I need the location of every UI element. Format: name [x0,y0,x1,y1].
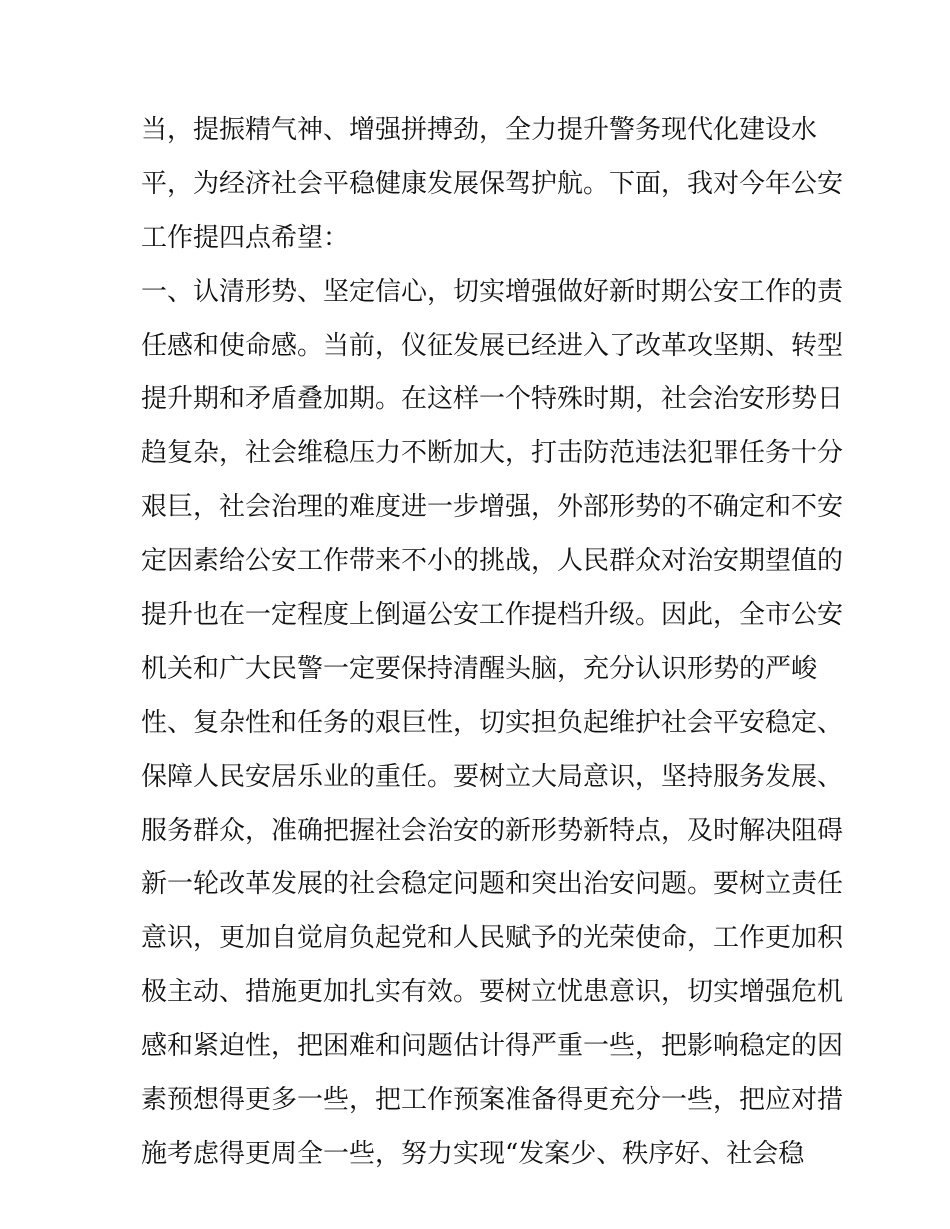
text-line: 性、复杂性和任务的艰巨性，切实担负起维护社会平安稳定、 [141,707,844,738]
text-line: 工作提四点希望： [141,222,350,253]
text-line: 当，提振精气神、增强拼搏劲，全力提升警务现代化建设水 [141,115,818,145]
text-line: 保障人民安居乐业的重任。要树立大局意识，坚持服务发展、 [141,761,844,792]
text-line: 提升也在一定程度上倒逼公安工作提档升级。因此，全市公安 [141,600,844,631]
text-line: 提升期和矛盾叠加期。在这样一个特殊时期，社会治安形势日 [141,384,844,415]
text-line: 平，为经济社会平稳健康发展保驾护航。下面，我对今年公安 [141,168,844,199]
text-line: 施考虑得更周全一些，努力实现“发案少、秩序好、社会稳 [141,1138,805,1169]
text-line: 感和紧迫性，把困难和问题估计得严重一些，把影响稳定的因 [141,1031,844,1062]
text-line: 素预想得更多一些，把工作预案准备得更充分一些，把应对措 [141,1085,844,1116]
section-heading-line: 一、认清形势、坚定信心，切实增强做好新时期公安工作的责 [141,276,844,307]
text-line: 新一轮改革发展的社会稳定问题和突出治安问题。要树立责任 [141,869,844,900]
text-line: 任感和使命感。当前，仪征发展已经进入了改革攻坚期、转型 [141,330,844,361]
body-text [141,108,844,1186]
text-line: 机关和广大民警一定要保持清醒头脑，充分认识形势的严峻 [141,653,818,684]
text-line: 定因素给公安工作带来不小的挑战，人民群众对治安期望值的 [141,546,844,577]
text-line: 艰巨，社会治理的难度进一步增强，外部形势的不确定和不安 [141,492,844,523]
text-line: 意识，更加自觉肩负起党和人民赋予的光荣使命，工作更加积 [141,923,844,954]
text-line: 服务群众，准确把握社会治安的新形势新特点，及时解决阻碍 [141,815,844,846]
text-line: 极主动、措施更加扎实有效。要树立忧患意识，切实增强危机 [141,977,844,1008]
text-line: 趋复杂，社会维稳压力不断加大，打击防范违法犯罪任务十分 [141,438,844,469]
